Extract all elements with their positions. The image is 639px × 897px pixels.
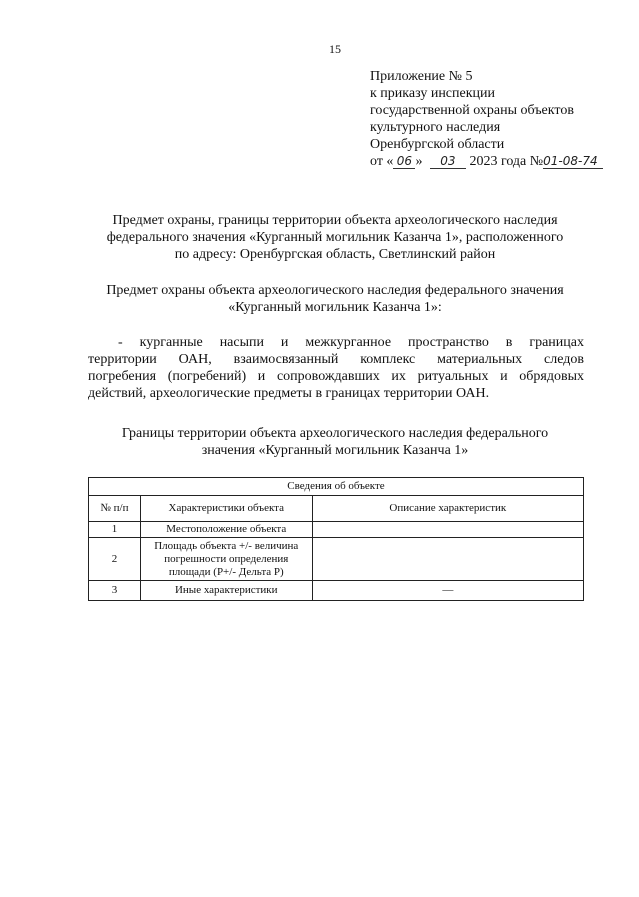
heading-protection-subject (70, 282, 600, 316)
row-num: 3 (89, 581, 141, 601)
date-month-handwritten: 03 (430, 155, 466, 169)
appendix-line: государственной охраны объектов (370, 103, 574, 118)
date-day-handwritten: 06 (393, 155, 415, 169)
row-characteristic: Площадь объекта +/- величина погрешности определения площади (Р+/- Дельта Р) (140, 538, 312, 581)
appendix-line: культурного наследия (370, 120, 501, 135)
text-line: территории ОАН, взаимосвязанный комплекс материальных следов (88, 352, 584, 367)
row-description: — (312, 581, 583, 601)
heading-main (70, 212, 600, 263)
table-title: Сведения об объекте (89, 478, 584, 496)
heading-line: федерального значения «Курганный могильник Казанча 1», расположенного (106, 230, 564, 245)
table-row (89, 581, 584, 601)
page-number: 15 (329, 42, 341, 56)
heading-line: Предмет охраны, границы территории объекта археологического наследия (112, 213, 558, 228)
row-description (312, 522, 583, 538)
table-row (89, 538, 584, 581)
column-header-num: № п/п (89, 496, 141, 522)
row-num: 1 (89, 522, 141, 538)
appendix-line: Приложение № 5 (370, 69, 473, 84)
object-info-table (88, 477, 584, 601)
heading-line: «Курганный могильник Казанча 1»: (228, 300, 442, 315)
appendix-date-line (370, 153, 630, 170)
appendix-line: к приказу инспекции (370, 86, 496, 101)
text-line: погребения (погребений) и сопровождавших их ритуальных и обрядовых (88, 369, 584, 384)
date-year-text: 2023 года № (469, 154, 544, 169)
column-header-description: Описание характеристик (312, 496, 583, 522)
heading-line: по адресу: Оренбургская область, Светлинский район (174, 247, 496, 262)
order-number-handwritten: 01-08-74 (543, 155, 603, 169)
row-num: 2 (89, 538, 141, 581)
heading-line: Границы территории объекта археологического наследия федерального (121, 426, 549, 441)
protection-subject-text (88, 334, 584, 402)
appendix-line: Оренбургской области (370, 137, 505, 152)
row-characteristic: Иные характеристики (140, 581, 312, 601)
date-prefix: от « (370, 154, 394, 169)
date-quote-close: » (415, 154, 423, 169)
column-header-characteristics: Характеристики объекта (140, 496, 312, 522)
appendix-block (370, 68, 630, 170)
row-characteristic: Местоположение объекта (140, 522, 312, 538)
row-description (312, 538, 583, 581)
text-line: действий, археологические предметы в границах территории ОАН. (88, 386, 490, 401)
heading-line: Предмет охраны объекта археологического наследия федерального значения (106, 283, 564, 298)
table-row (89, 522, 584, 538)
text-line: - курганные насыпи и межкурганное пространство в границах (118, 335, 584, 350)
heading-boundaries (70, 425, 600, 459)
heading-line: значения «Курганный могильник Казанча 1» (201, 443, 469, 458)
